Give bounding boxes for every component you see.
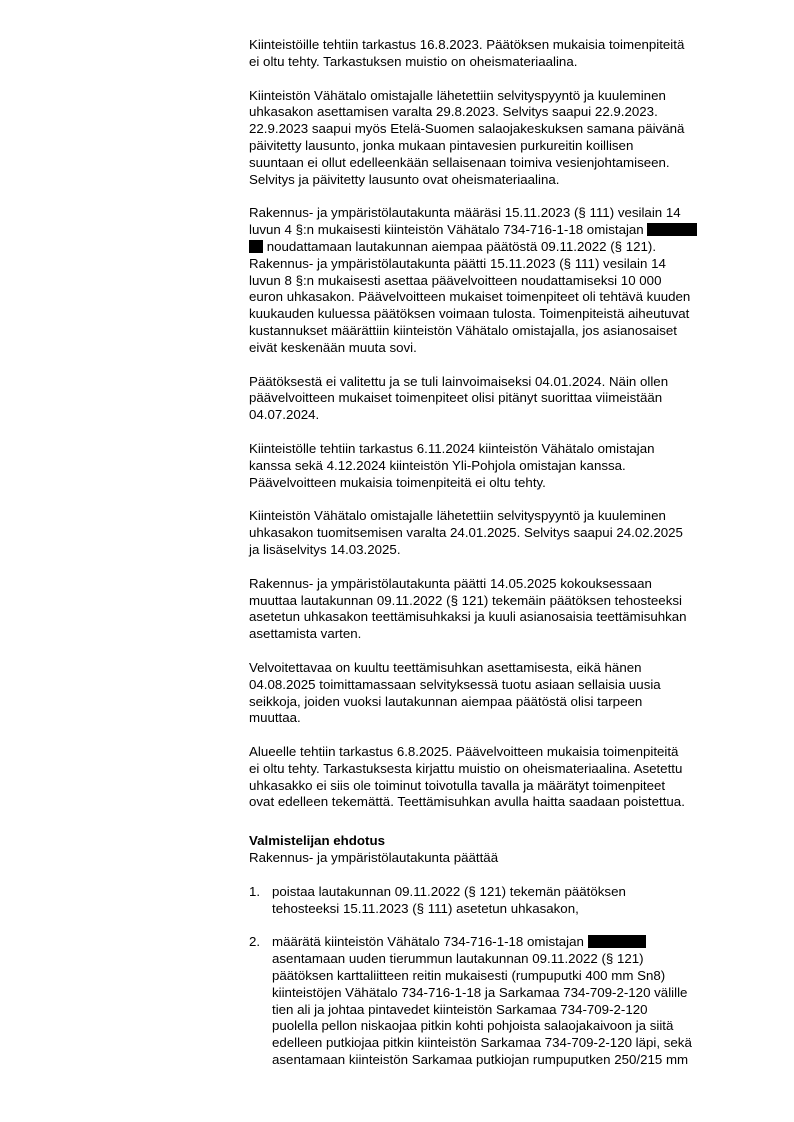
text-line bbox=[249, 508, 749, 525]
text-segment: suuntaan ei ollut edelleenkään sellaisenaan toimiva vesienjohtamiseen. bbox=[249, 154, 670, 170]
text-segment: ei oltu tehty. Tarkastuksesta kirjattu muistio on oheismateriaalina. Asetettu bbox=[249, 760, 683, 776]
paragraph bbox=[249, 88, 749, 189]
paragraph bbox=[249, 205, 749, 356]
text-line bbox=[249, 138, 749, 155]
text-line bbox=[249, 205, 749, 222]
text-segment: ja lisäselvitys 14.03.2025. bbox=[249, 541, 401, 557]
text-segment: asentamaan kiinteistön Sarkamaa putkiojan rumpuputken 250/215 mm bbox=[272, 1052, 689, 1068]
text-segment: asetetun uhkasakon teettämisuhkaksi ja kuuli asianosaisia teettämisuhkan bbox=[249, 609, 687, 625]
item-text bbox=[272, 934, 749, 1068]
text-line bbox=[249, 289, 749, 306]
text-segment: Selvitys ja päivitetty lausunto ovat oheismateriaalina. bbox=[249, 171, 560, 187]
text-segment: luvun 4 §:n mukaisesti kiinteistön Vähätalo 734-716-1-18 omistajan bbox=[249, 222, 648, 238]
text-segment: 04.08.2025 toimittamassaan selvityksessä tuotu asiaan sellaisia uusia bbox=[249, 676, 661, 692]
text-line bbox=[249, 778, 749, 795]
text-line bbox=[272, 1035, 749, 1052]
text-segment: eivät keskenään muuta sovi. bbox=[249, 339, 417, 355]
text-segment: Päävelvoitteen mukaisia toimenpiteitä ei oltu tehty. bbox=[249, 474, 546, 490]
text-segment: päävelvoitteen mukaiset toimenpiteet olisi pitänyt suorittaa viimeistään bbox=[249, 390, 663, 406]
text-segment: puolella pellon niskaojaa pitkin kohti pohjoista salaojakaivoon ja siitä bbox=[272, 1018, 674, 1034]
text-line bbox=[249, 525, 749, 542]
text-line bbox=[249, 88, 749, 105]
text-segment: Rakennus- ja ympäristölautakunta määräsi 15.11.2023 (§ 111) vesilain 14 bbox=[249, 205, 681, 221]
text-segment: muuttaa. bbox=[249, 710, 301, 726]
text-segment: Kiinteistölle tehtiin tarkastus 6.11.2024 kiinteistön Vähätalo omistajan bbox=[249, 440, 655, 456]
text-line bbox=[249, 694, 749, 711]
text-segment: poistaa lautakunnan 09.11.2022 (§ 121) tekemän päätöksen bbox=[272, 883, 626, 899]
text-segment: Kiinteistöille tehtiin tarkastus 16.8.2023. Päätöksen mukaisia toimenpiteitä bbox=[249, 37, 685, 52]
text-line bbox=[272, 1052, 749, 1069]
paragraph bbox=[249, 37, 749, 71]
text-line bbox=[249, 593, 749, 610]
text-line bbox=[249, 323, 749, 340]
text-line bbox=[272, 1002, 749, 1019]
text-segment: tien ali ja johtaa pintavedet kiinteistön Sarkamaa 734-709-2-120 bbox=[272, 1001, 648, 1017]
text-segment: noudattamaan lautakunnan aiempaa päätöstä 09.11.2022 (§ 121). bbox=[263, 238, 657, 254]
text-segment: Kiinteistön Vähätalo omistajalle lähetettiin selvityspyyntö ja kuuleminen bbox=[249, 87, 666, 103]
text-line bbox=[249, 340, 749, 357]
text-line bbox=[272, 951, 749, 968]
text-line bbox=[249, 407, 749, 424]
item-number: 2. bbox=[249, 934, 261, 950]
text-line bbox=[249, 37, 749, 54]
text-segment: kuukauden kuluessa päätöksen voimaan tulosta. Toimenpiteistä aiheutuvat bbox=[249, 306, 690, 322]
text-segment: asentamaan uuden tierummun lautakunnan 09.11.2022 (§ 121) bbox=[272, 951, 644, 967]
text-line bbox=[249, 441, 749, 458]
text-line bbox=[249, 104, 749, 121]
text-line bbox=[249, 609, 749, 626]
text-line bbox=[249, 374, 749, 391]
text-line bbox=[272, 884, 749, 901]
text-segment: luvun 8 §:n mukaisesti asettaa päävelvoitteen noudattamiseksi 10 000 bbox=[249, 272, 662, 288]
text-segment: määrätä kiinteistön Vähätalo 734-716-1-18 omistajan bbox=[272, 934, 588, 950]
item-text bbox=[272, 884, 749, 918]
text-line bbox=[249, 626, 749, 643]
text-line bbox=[272, 1018, 749, 1035]
text-line bbox=[249, 660, 749, 677]
proposal-item bbox=[249, 934, 749, 1068]
redaction-box bbox=[588, 935, 646, 948]
text-line bbox=[249, 390, 749, 407]
redaction-box bbox=[647, 223, 697, 236]
text-line bbox=[249, 54, 749, 71]
text-line bbox=[249, 273, 749, 290]
text-segment: ovat edelleen tekemättä. Teettämisuhkan avulla haitta saadaan poistettua. bbox=[249, 794, 685, 810]
text-segment: Päätöksestä ei valitettu ja se tuli lainvoimaiseksi 04.01.2024. Näin ollen bbox=[249, 373, 669, 389]
text-segment: päätöksen karttaliitteen reitin mukaisesti (rumpuputki 400 mm Sn8) bbox=[272, 968, 666, 984]
text-segment: ei oltu tehty. Tarkastuksen muistio on oheismateriaalina. bbox=[249, 53, 578, 69]
text-segment: asettamista varten. bbox=[249, 626, 362, 642]
text-segment: tehosteeksi 15.11.2023 (§ 111) asetetun uhkasakon, bbox=[272, 900, 579, 916]
text-line bbox=[272, 901, 749, 918]
text-line bbox=[272, 934, 749, 951]
text-segment: uhkasakon tuomitsemisen varalta 24.01.2025. Selvitys saapui 24.02.2025 bbox=[249, 525, 683, 541]
paragraph bbox=[249, 744, 749, 811]
text-segment: kanssa sekä 4.12.2024 kiinteistön Yli-Pohjola omistajan kanssa. bbox=[249, 457, 626, 473]
text-segment: Rakennus- ja ympäristölautakunta päätti 15.11.2023 (§ 111) vesilain 14 bbox=[249, 255, 666, 271]
paragraph bbox=[249, 576, 749, 643]
paragraph bbox=[249, 660, 749, 727]
text-line bbox=[249, 172, 749, 189]
text-line bbox=[249, 744, 749, 761]
text-line bbox=[249, 542, 749, 559]
text-line bbox=[272, 968, 749, 985]
text-line bbox=[249, 576, 749, 593]
text-segment: seikkoja, joiden vuoksi lautakunnan aiempaa päätöstä olisi tarpeen bbox=[249, 693, 643, 709]
text-segment: edelleen putkiojaa pitkin kiinteistön Sarkamaa 734-709-2-120 läpi, sekä bbox=[272, 1035, 692, 1051]
proposal-item bbox=[249, 884, 749, 918]
text-segment: päivitetty lausunto, jonka mukaan pintavesien purkureitin koillisen bbox=[249, 137, 634, 153]
text-line bbox=[249, 256, 749, 273]
text-line bbox=[249, 121, 749, 138]
text-line bbox=[249, 458, 749, 475]
text-line bbox=[249, 239, 749, 256]
background-section bbox=[249, 37, 749, 811]
text-line bbox=[249, 677, 749, 694]
text-segment: 04.07.2024. bbox=[249, 407, 320, 423]
text-segment: Velvoitettavaa on kuultu teettämisuhkan asettamisesta, eikä hänen bbox=[249, 659, 642, 675]
text-line bbox=[249, 475, 749, 492]
text-segment: muuttaa lautakunnan 09.11.2022 (§ 121) tekemäin päätöksen tehosteeksi bbox=[249, 592, 682, 608]
text-segment: Alueelle tehtiin tarkastus 6.8.2025. Päävelvoitteen mukaisia toimenpiteitä bbox=[249, 744, 679, 760]
paragraph bbox=[249, 441, 749, 491]
text-segment: uhkasakon asettamisen varalta 29.8.2023. Selvitys saapui 22.9.2023. bbox=[249, 104, 658, 120]
text-line bbox=[249, 794, 749, 811]
text-segment: uhkasakko ei siis ole toiminut toivotulla tavalla ja määrätyt toimenpiteet bbox=[249, 777, 666, 793]
text-segment: euron uhkasakon. Päävelvoitteen mukaiset toimenpiteet oli tehtävä kuuden bbox=[249, 289, 691, 305]
item-number: 1. bbox=[249, 883, 261, 899]
proposal-heading: Valmistelijan ehdotus bbox=[249, 833, 385, 849]
proposal-subheading: Rakennus- ja ympäristölautakunta päättää bbox=[249, 850, 499, 866]
paragraph bbox=[249, 374, 749, 424]
text-segment: 22.9.2023 saapui myös Etelä-Suomen salaojakeskuksen samana päivänä bbox=[249, 121, 685, 137]
text-line bbox=[272, 985, 749, 1002]
redaction-box bbox=[249, 240, 263, 253]
text-line bbox=[249, 222, 749, 239]
text-line bbox=[249, 155, 749, 172]
text-segment: kustannukset määrättiin kiinteistön Vähätalo omistajalla, jos asianosaiset bbox=[249, 322, 677, 338]
text-segment: kiinteistöjen Vähätalo 734-716-1-18 ja Sarkamaa 734-709-2-120 välille bbox=[272, 984, 688, 1000]
text-line bbox=[249, 306, 749, 323]
paragraph bbox=[249, 508, 749, 558]
text-segment: Rakennus- ja ympäristölautakunta päätti 14.05.2025 kokouksessaan bbox=[249, 575, 652, 591]
text-line bbox=[249, 710, 749, 727]
text-segment: Kiinteistön Vähätalo omistajalle lähetettiin selvityspyyntö ja kuuleminen bbox=[249, 508, 666, 524]
document-body bbox=[249, 37, 749, 1086]
proposal-list bbox=[249, 884, 749, 1069]
text-line bbox=[249, 761, 749, 778]
